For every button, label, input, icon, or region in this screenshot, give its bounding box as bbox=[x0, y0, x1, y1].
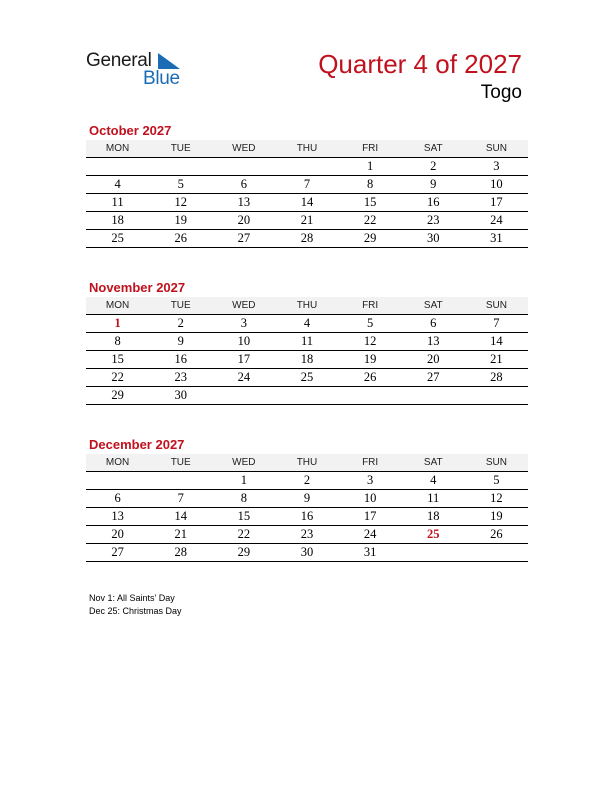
week-row bbox=[86, 194, 528, 212]
day-cell: 5 bbox=[465, 472, 528, 490]
day-cell: 23 bbox=[149, 369, 212, 387]
day-cell: 13 bbox=[402, 333, 465, 351]
weekday-header: FRI bbox=[339, 454, 402, 472]
weekday-header: FRI bbox=[339, 140, 402, 158]
month-october bbox=[86, 122, 528, 248]
day-cell: 28 bbox=[465, 369, 528, 387]
week-row bbox=[86, 387, 528, 405]
empty-day-cell bbox=[212, 158, 275, 176]
logo-text-blue: Blue bbox=[143, 68, 180, 89]
empty-day-cell bbox=[212, 387, 275, 405]
day-cell: 4 bbox=[275, 315, 338, 333]
week-row bbox=[86, 315, 528, 333]
day-cell: 10 bbox=[339, 490, 402, 508]
weekday-header: SUN bbox=[465, 140, 528, 158]
day-cell: 5 bbox=[339, 315, 402, 333]
day-cell: 20 bbox=[212, 212, 275, 230]
day-cell: 14 bbox=[465, 333, 528, 351]
day-cell: 13 bbox=[86, 508, 149, 526]
day-cell: 1 bbox=[86, 315, 149, 333]
day-cell: 9 bbox=[149, 333, 212, 351]
day-cell: 11 bbox=[86, 194, 149, 212]
weekday-header-row bbox=[86, 297, 528, 315]
day-cell: 2 bbox=[275, 472, 338, 490]
month-december bbox=[86, 436, 528, 562]
day-cell: 30 bbox=[275, 544, 338, 562]
day-cell: 10 bbox=[465, 176, 528, 194]
week-row bbox=[86, 369, 528, 387]
calendar-grid bbox=[86, 297, 528, 405]
weekday-header: WED bbox=[212, 140, 275, 158]
day-cell: 25 bbox=[275, 369, 338, 387]
day-cell: 22 bbox=[86, 369, 149, 387]
empty-day-cell bbox=[465, 387, 528, 405]
weekday-header: SUN bbox=[465, 454, 528, 472]
day-cell: 25 bbox=[86, 230, 149, 248]
day-cell: 17 bbox=[339, 508, 402, 526]
day-cell: 22 bbox=[212, 526, 275, 544]
day-cell: 26 bbox=[149, 230, 212, 248]
weekday-header-row bbox=[86, 140, 528, 158]
weekday-header: SAT bbox=[402, 454, 465, 472]
empty-day-cell bbox=[149, 472, 212, 490]
day-cell: 3 bbox=[465, 158, 528, 176]
empty-day-cell bbox=[149, 158, 212, 176]
weekday-header: MON bbox=[86, 140, 149, 158]
day-cell: 10 bbox=[212, 333, 275, 351]
day-cell: 4 bbox=[86, 176, 149, 194]
day-cell: 31 bbox=[465, 230, 528, 248]
week-row bbox=[86, 176, 528, 194]
weekday-header: THU bbox=[275, 140, 338, 158]
day-cell: 16 bbox=[149, 351, 212, 369]
day-cell: 7 bbox=[465, 315, 528, 333]
empty-day-cell bbox=[402, 544, 465, 562]
day-cell: 27 bbox=[212, 230, 275, 248]
day-cell: 19 bbox=[465, 508, 528, 526]
month-title: October 2027 bbox=[89, 123, 172, 138]
empty-day-cell bbox=[275, 387, 338, 405]
day-cell: 29 bbox=[339, 230, 402, 248]
day-cell: 5 bbox=[149, 176, 212, 194]
day-cell: 3 bbox=[339, 472, 402, 490]
week-row bbox=[86, 212, 528, 230]
day-cell: 30 bbox=[402, 230, 465, 248]
empty-day-cell bbox=[275, 158, 338, 176]
day-cell: 12 bbox=[465, 490, 528, 508]
holiday-note: Nov 1: All Saints’ Day bbox=[89, 593, 175, 603]
day-cell: 25 bbox=[402, 526, 465, 544]
weekday-header: WED bbox=[212, 297, 275, 315]
day-cell: 6 bbox=[212, 176, 275, 194]
month-november bbox=[86, 279, 528, 405]
day-cell: 27 bbox=[86, 544, 149, 562]
day-cell: 27 bbox=[402, 369, 465, 387]
day-cell: 24 bbox=[339, 526, 402, 544]
day-cell: 15 bbox=[86, 351, 149, 369]
day-cell: 8 bbox=[86, 333, 149, 351]
day-cell: 21 bbox=[149, 526, 212, 544]
day-cell: 19 bbox=[149, 212, 212, 230]
day-cell: 1 bbox=[212, 472, 275, 490]
day-cell: 2 bbox=[402, 158, 465, 176]
day-cell: 15 bbox=[212, 508, 275, 526]
empty-day-cell bbox=[86, 472, 149, 490]
day-cell: 4 bbox=[402, 472, 465, 490]
day-cell: 14 bbox=[275, 194, 338, 212]
day-cell: 31 bbox=[339, 544, 402, 562]
day-cell: 9 bbox=[275, 490, 338, 508]
week-row bbox=[86, 544, 528, 562]
day-cell: 1 bbox=[339, 158, 402, 176]
day-cell: 30 bbox=[149, 387, 212, 405]
day-cell: 18 bbox=[86, 212, 149, 230]
day-cell: 6 bbox=[86, 490, 149, 508]
week-row bbox=[86, 333, 528, 351]
week-row bbox=[86, 351, 528, 369]
empty-day-cell bbox=[465, 544, 528, 562]
weekday-header: TUE bbox=[149, 454, 212, 472]
empty-day-cell bbox=[402, 387, 465, 405]
day-cell: 23 bbox=[275, 526, 338, 544]
weekday-header: SAT bbox=[402, 297, 465, 315]
week-row bbox=[86, 526, 528, 544]
weekday-header: MON bbox=[86, 454, 149, 472]
weekday-header: SAT bbox=[402, 140, 465, 158]
month-title: December 2027 bbox=[89, 437, 185, 452]
day-cell: 17 bbox=[465, 194, 528, 212]
day-cell: 3 bbox=[212, 315, 275, 333]
calendar-grid bbox=[86, 454, 528, 562]
week-row bbox=[86, 472, 528, 490]
day-cell: 2 bbox=[149, 315, 212, 333]
day-cell: 26 bbox=[465, 526, 528, 544]
empty-day-cell bbox=[339, 387, 402, 405]
day-cell: 13 bbox=[212, 194, 275, 212]
week-row bbox=[86, 230, 528, 248]
day-cell: 29 bbox=[212, 544, 275, 562]
weekday-header: THU bbox=[275, 297, 338, 315]
week-row bbox=[86, 490, 528, 508]
day-cell: 8 bbox=[339, 176, 402, 194]
holiday-notes bbox=[89, 592, 182, 617]
weekday-header: WED bbox=[212, 454, 275, 472]
day-cell: 24 bbox=[465, 212, 528, 230]
day-cell: 22 bbox=[339, 212, 402, 230]
day-cell: 12 bbox=[149, 194, 212, 212]
day-cell: 18 bbox=[402, 508, 465, 526]
day-cell: 23 bbox=[402, 212, 465, 230]
day-cell: 14 bbox=[149, 508, 212, 526]
logo-text-general: General bbox=[86, 50, 152, 71]
day-cell: 24 bbox=[212, 369, 275, 387]
weekday-header: TUE bbox=[149, 140, 212, 158]
weekday-header: THU bbox=[275, 454, 338, 472]
holiday-note: Dec 25: Christmas Day bbox=[89, 605, 182, 616]
day-cell: 18 bbox=[275, 351, 338, 369]
day-cell: 11 bbox=[402, 490, 465, 508]
month-title: November 2027 bbox=[89, 280, 186, 295]
logo-triangle-icon bbox=[158, 53, 180, 69]
day-cell: 29 bbox=[86, 387, 149, 405]
day-cell: 12 bbox=[339, 333, 402, 351]
country-name: Togo bbox=[480, 82, 522, 103]
empty-day-cell bbox=[86, 158, 149, 176]
day-cell: 28 bbox=[275, 230, 338, 248]
day-cell: 16 bbox=[275, 508, 338, 526]
day-cell: 20 bbox=[86, 526, 149, 544]
weekday-header: SUN bbox=[465, 297, 528, 315]
day-cell: 7 bbox=[275, 176, 338, 194]
day-cell: 21 bbox=[275, 212, 338, 230]
day-cell: 16 bbox=[402, 194, 465, 212]
calendar-grid bbox=[86, 140, 528, 248]
weekday-header: MON bbox=[86, 297, 149, 315]
day-cell: 21 bbox=[465, 351, 528, 369]
day-cell: 7 bbox=[149, 490, 212, 508]
weekday-header: TUE bbox=[149, 297, 212, 315]
day-cell: 9 bbox=[402, 176, 465, 194]
day-cell: 6 bbox=[402, 315, 465, 333]
day-cell: 26 bbox=[339, 369, 402, 387]
week-row bbox=[86, 508, 528, 526]
day-cell: 11 bbox=[275, 333, 338, 351]
weekday-header: FRI bbox=[339, 297, 402, 315]
day-cell: 17 bbox=[212, 351, 275, 369]
day-cell: 28 bbox=[149, 544, 212, 562]
brand-logo bbox=[86, 50, 196, 90]
week-row bbox=[86, 158, 528, 176]
weekday-header-row bbox=[86, 454, 528, 472]
day-cell: 8 bbox=[212, 490, 275, 508]
page-title: Quarter 4 of 2027 bbox=[318, 49, 522, 79]
day-cell: 19 bbox=[339, 351, 402, 369]
day-cell: 15 bbox=[339, 194, 402, 212]
day-cell: 20 bbox=[402, 351, 465, 369]
